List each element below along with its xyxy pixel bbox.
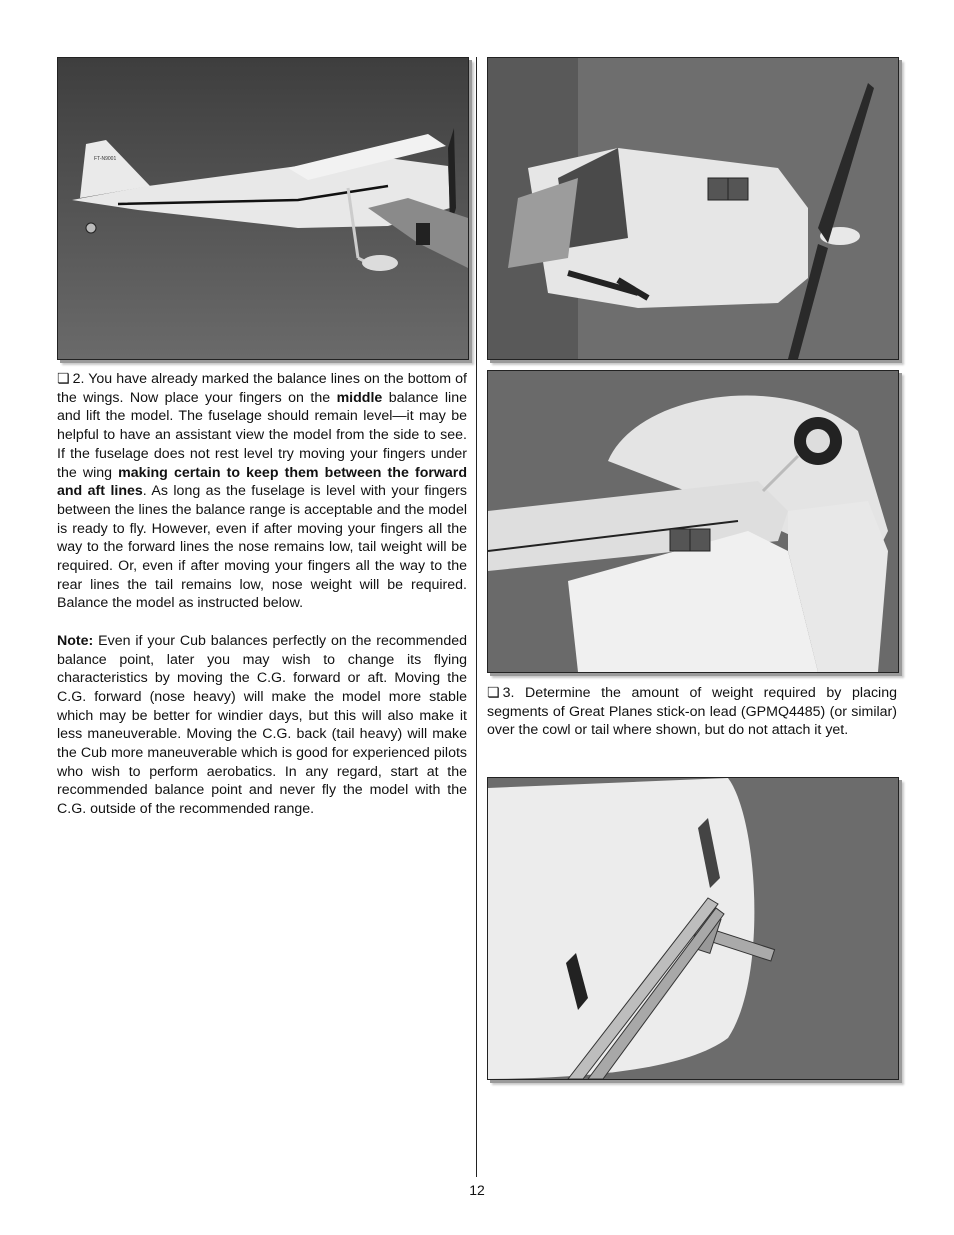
step-3-text: 3. Determine the amount of weight required by placing segments of Great Planes stick-on lead (GPMQ4485) (or similar) over the cowl or tail where shown, but do not attach it yet.: [487, 685, 897, 739]
note-text: Even if your Cub balances perfectly on the recommended balance point, later you may wish to change its flying characteristics by moving the C.G. forward or aft. Moving the C.G. forward (nose heavy) will make the model more stable which may be better for windier days, but this will also make it less maneuverable. Moving the C.G. back (tail heavy) will make the Cub more maneuverable which is good for experienced pilots who wish to perform aerobatics. In any regard, start at the recommended balance point and never fly the model with the C.G. outside of the recommended range.: [57, 632, 467, 818]
photo-plane-balance: [57, 57, 469, 360]
step-3-text-block: [487, 684, 897, 759]
step-2-bold-middle: middle: [336, 389, 383, 406]
photo-tail-weights: [487, 370, 899, 673]
step-2-text-d: . As long as the fuselage is level with your fingers between the lines the balance range is acceptable and the model is ready to fly. However, even if after moving your fingers all the way to the forward lines the nose remains low, tail weight will be required. Or, even if after moving your fingers all the way to the rear lines the tail remains low, nose weight will be required. Balance the model as instructed below.: [57, 483, 468, 612]
cowl-nut-illustration: [488, 778, 898, 1079]
tail-registration: FT-N9001: [94, 156, 117, 162]
checkbox-icon[interactable]: ❏: [487, 685, 500, 701]
step-2-text-a: 2. You have already marked the balance lines on the bottom of the wings. Now place your fingers on the: [57, 371, 467, 406]
plane-side-illustration: [58, 58, 468, 359]
note-label: Note:: [57, 632, 94, 649]
step-2-bold-lines: making certain to keep them between the forward and aft lines: [57, 464, 467, 500]
step-2-text-c: balance line and lift the model. The fuselage should remain level—it may be helpful to have an assistant view the model from the side to see. If the fuselage does not rest level try moving your fingers under the wing: [57, 389, 467, 481]
photo-cowl-nut: [487, 777, 899, 1080]
page-number: 12: [469, 1182, 485, 1198]
photo-cowl-weights: [487, 57, 899, 360]
step-2-paragraph: [57, 370, 467, 613]
column-divider: [476, 57, 477, 1177]
checkbox-icon[interactable]: ❏: [57, 371, 70, 387]
cowl-weights-illustration: [488, 58, 898, 359]
step-3-paragraph: [487, 684, 897, 740]
note-paragraph: [57, 632, 467, 819]
step-2-text-block: [57, 370, 467, 838]
tail-weights-illustration: [488, 371, 898, 672]
